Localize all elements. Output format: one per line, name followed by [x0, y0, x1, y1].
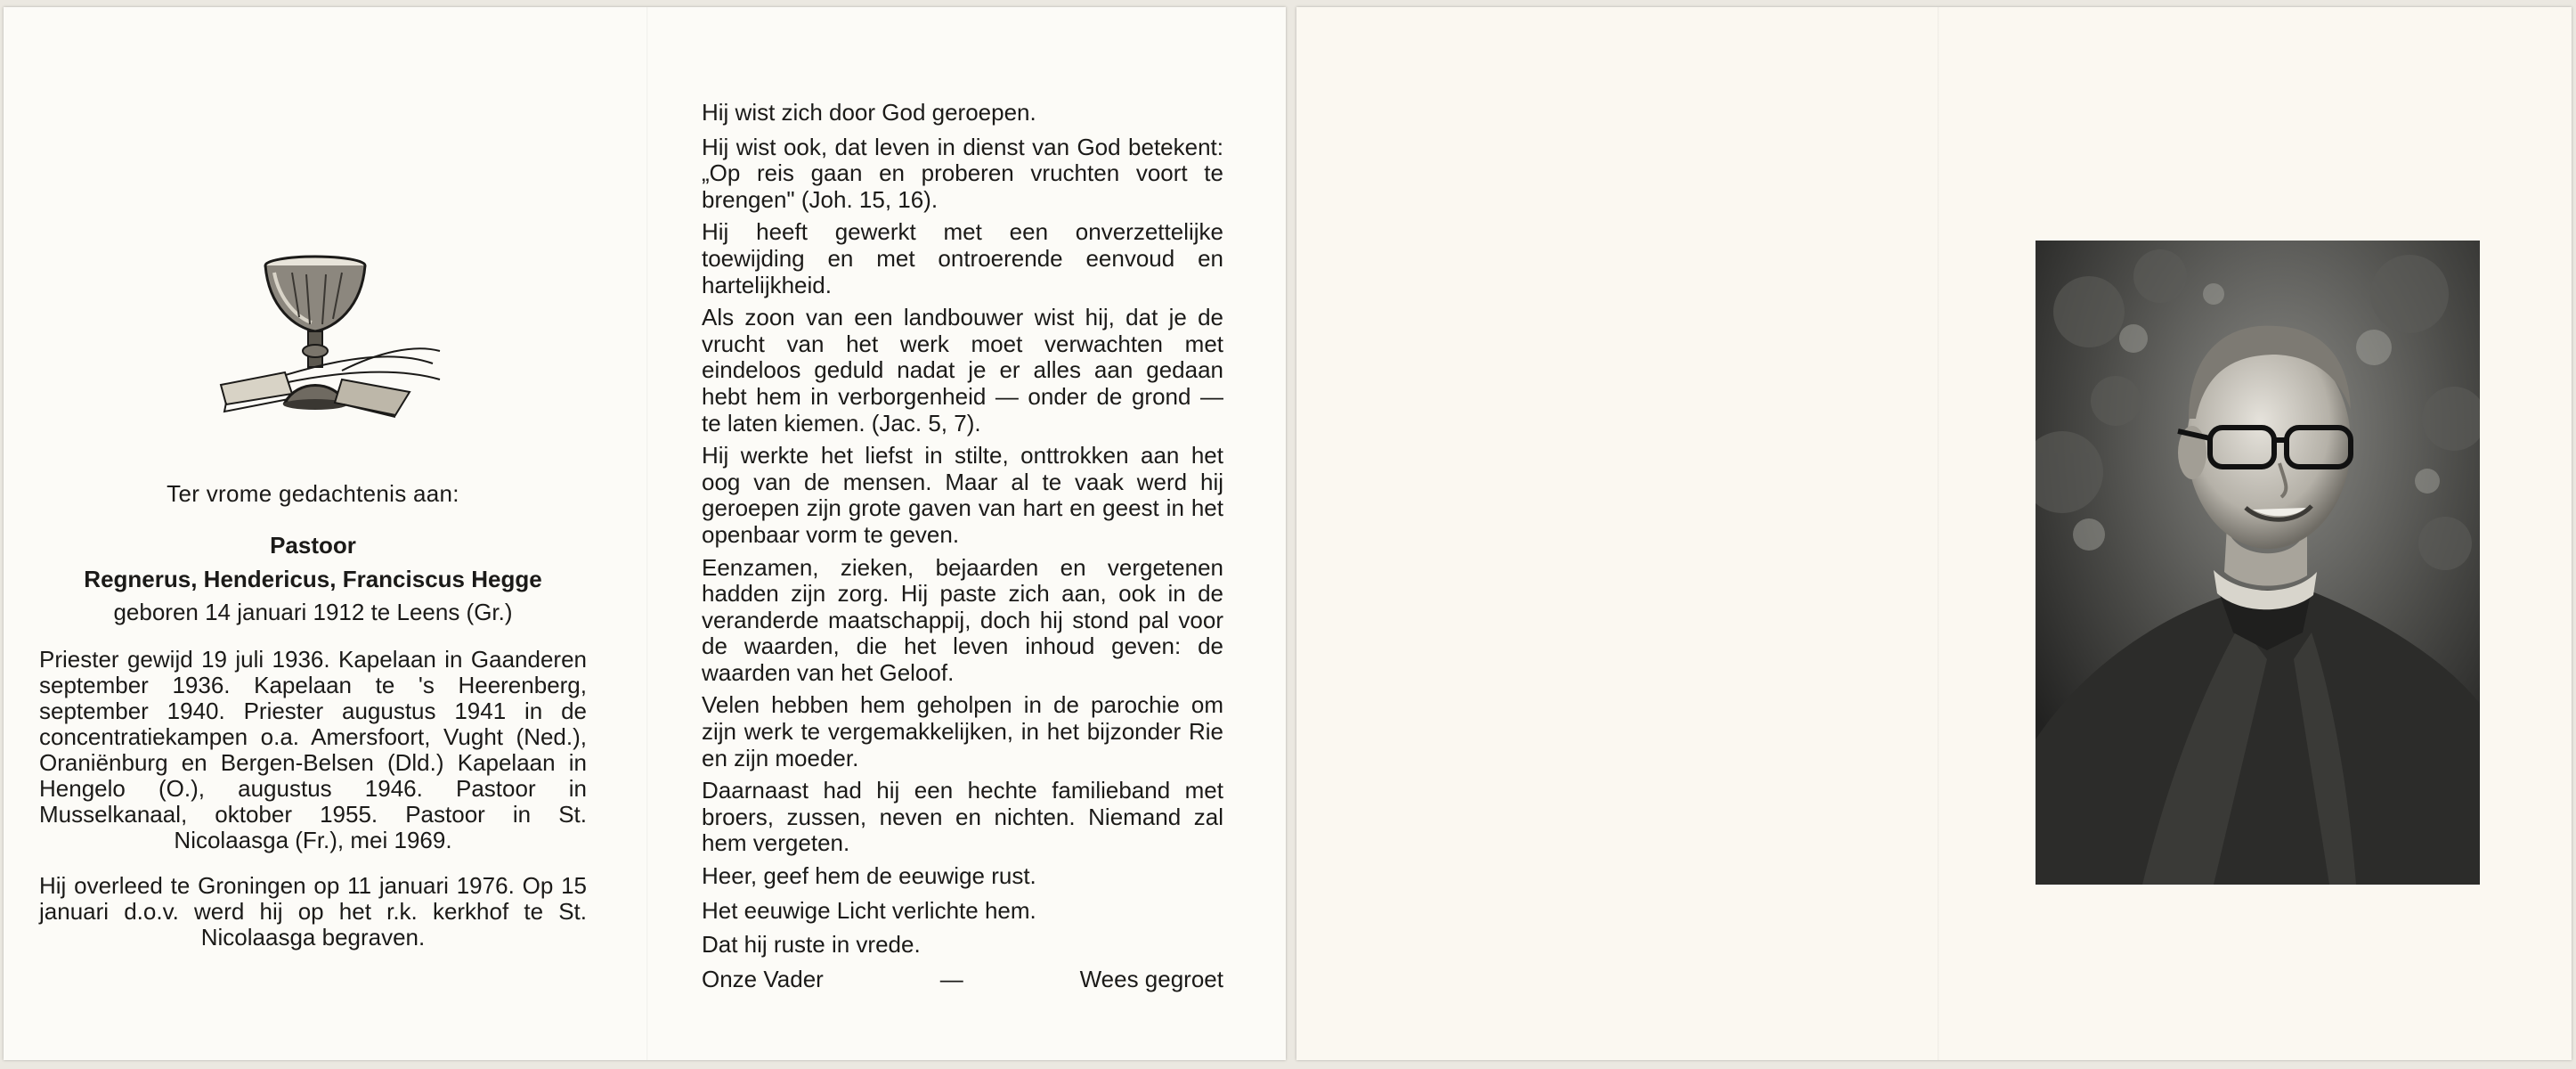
- prayer-left: Onze Vader: [702, 965, 824, 992]
- fold-line: [646, 7, 648, 1060]
- prayer-separator: —: [939, 965, 963, 992]
- paragraph: Hij werkte het liefst in stilte, onttrokken aan het oog van de mensen. Maar al te vaak werd hij geroepen zijn grote gaven van hart en geest in het openbaar vorm te geven.: [702, 442, 1223, 548]
- fold-line: [1938, 7, 1939, 1060]
- paragraph: Daarnaast had hij een hechte familieband met broers, zussen, neven en nichten. Niemand zal hem vergeten.: [702, 777, 1223, 857]
- deceased-title: Pastoor: [270, 532, 356, 559]
- death-details: Hij overleed te Groningen op 11 januari 1976. Op 15 januari d.o.v. werd hij op het r.k. kerkhof te St. Nicolaasga begraven.: [39, 872, 587, 951]
- paragraph: Velen hebben hem geholpen in de parochie om zijn werk te vergemakkelijken, in het bijzonder Rie en zijn moeder.: [702, 691, 1223, 771]
- memorial-text: [702, 100, 1223, 992]
- prayer-line: Heer, geef hem de eeuwige rust.: [702, 862, 1036, 890]
- paragraph: Hij wist zich door God geroepen.: [702, 99, 1036, 126]
- paragraph: Hij wist ook, dat leven in dienst van God betekent: „Op reis gaan en proberen vruchten voort te brengen" (Joh. 15, 16).: [702, 133, 1223, 213]
- card-outside-spread: [1296, 7, 2572, 1060]
- paragraph: Eenzamen, zieken, bejaarden en vergetenen hadden zijn zorg. Hij paste zich aan, ook in de veranderde maatschappij, doch hij stond pal voor de waarden, die het leven inhoud geven: de waarden van het Geloof.: [702, 553, 1223, 686]
- deceased-name: Regnerus, Hendericus, Franciscus Hegge: [84, 566, 542, 592]
- closing-prayers: [702, 967, 1223, 993]
- prayer-line: Het eeuwige Licht verlichte hem.: [702, 896, 1036, 924]
- paragraph: Als zoon van een landbouwer wist hij, dat je de vrucht van het werk moet verwachten met eindeloos geduld nadat je er alles aan gedaan hebt hem in verborgenheid — onder de grond — te laten kiemen. (Jac. 5, 7).: [702, 304, 1223, 437]
- memorial-intro: Ter vrome gedachtenis aan:: [167, 480, 459, 507]
- memorial-details: [39, 481, 587, 970]
- portrait-photo: [2036, 241, 2480, 885]
- birth-details: geboren 14 januari 1912 te Leens (Gr.): [113, 599, 513, 625]
- card-inside-spread: [4, 7, 1286, 1060]
- prayer-right: Wees gegroet: [1079, 965, 1223, 992]
- paragraph: Hij heeft gewerkt met een onverzettelijke toewijding en met ontroerende eenvoud en hartelijkheid.: [702, 218, 1223, 298]
- prayer-line: Dat hij ruste in vrede.: [702, 931, 921, 959]
- biography: Priester gewijd 19 juli 1936. Kapelaan in Gaanderen september 1936. Kapelaan te 's Heerenberg, september 1940. Priester augustus 1941 in de concentratiekampen o.a. Amersfoort, Vught (Ned.), Oraniënburg en Bergen-Belsen (Dld.) Kapelaan in Hengelo (O.), augustus 1946. Pastoor in Musselkanaal, oktober 1955. Pastoor in St. Nicolaasga (Fr.), mei 1969.: [39, 646, 587, 853]
- chalice-icon: [199, 246, 449, 424]
